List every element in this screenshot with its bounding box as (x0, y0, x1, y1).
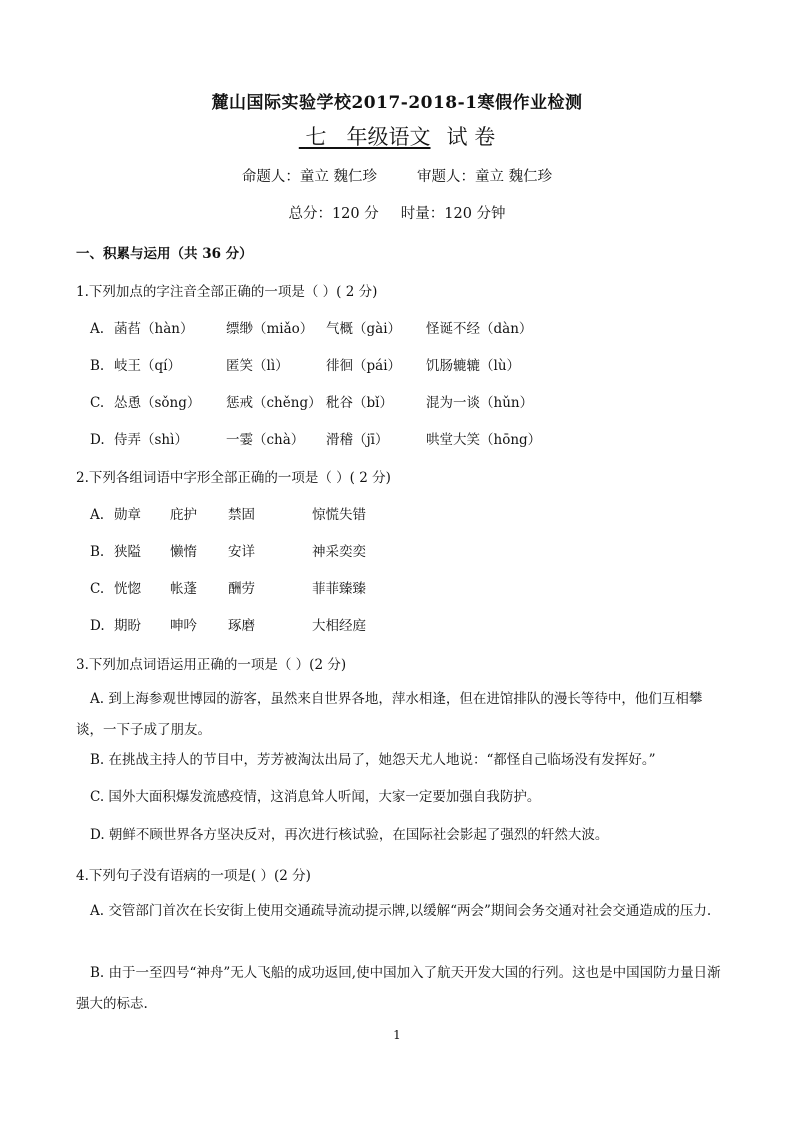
subject-label: 年级语文 (346, 125, 431, 149)
time-limit: 时量：120 分钟 (400, 206, 506, 222)
paper-label: 试 卷 (446, 125, 496, 149)
exam-subtitle (0, 121, 794, 151)
question-1-option-a: A. 菡萏（hàn） 缥缈（miǎo） 气概（gài） 怪诞不经（dàn） (90, 321, 533, 337)
score-line (0, 202, 794, 223)
page-number: 1 (393, 1028, 401, 1042)
question-3-option-d: D. 朝鲜不顾世界各方坚决反对，再次进行核试验，在国际社会影起了强烈的轩然大波。 (90, 827, 609, 843)
total-score: 总分：120 分 (288, 206, 379, 222)
question-2-option-d: D. 期盼 呻吟 琢磨 大相经庭 (90, 618, 366, 634)
exam-title: 麓山国际实验学校2017-2018-1寒假作业检测 (211, 93, 583, 113)
setter: 命题人：童立 魏仁珍 (241, 169, 377, 185)
question-3-option-b: B. 在挑战主持人的节目中，芳芳被淘汰出局了，她怨天尤人地说：“都怪自己临场没有发挥好。” (90, 752, 656, 768)
question-3-option-c: C. 国外大面积爆发流感疫情，这消息耸人听闻，大家一定要加强自我防护。 (90, 789, 541, 805)
question-4-option-b: B. 由于一至四号“神舟”无人飞船的成功返回,使中国加入了航天开发大国的行列。这也是中国国防力量日渐强大的标志. (76, 965, 721, 1012)
question-1-option-d: D. 侍弄（shì） 一霎（chà） 滑稽（jī） 哄堂大笑（hōng） (90, 432, 542, 448)
reviewer: 审题人：童立 魏仁珍 (417, 169, 553, 185)
question-2-option-a: A. 勋章 庇护 禁固 惊慌失错 (90, 507, 366, 523)
question-1-option-b: B. 岐王（qí） 匿笑（lì） 徘徊（pái） 饥肠辘辘（lù） (90, 358, 521, 374)
question-1-stem: 1.下列加点的字注音全部正确的一项是（ ）( 2 分) (76, 284, 378, 300)
question-4-option-a: A. 交管部门首次在长安街上使用交通疏导流动提示牌,以缓解“两会”期间会务交通对社会交通造成的压力. (90, 903, 712, 919)
question-4-stem: 4.下列句子没有语病的一项是( ）(2 分) (76, 868, 311, 884)
question-2-stem: 2.下列各组词语中字形全部正确的一项是（ ）( 2 分) (76, 470, 391, 486)
question-3-option-a: A. 到上海参观世博园的游客，虽然来自世界各地，萍水相逢，但在进馆排队的漫长等待中，他们互相攀谈，一下子成了朋友。 (76, 691, 703, 738)
authors-line (0, 165, 794, 186)
question-3-stem: 3.下列加点词语运用正确的一项是（ ）(2 分) (76, 657, 347, 673)
section-heading: 一、积累与运用（共 36 分） (76, 246, 253, 262)
question-2-option-c: C. 恍惚 帐蓬 酬劳 菲菲臻臻 (90, 581, 366, 597)
grade-blank: 七 (305, 125, 327, 149)
question-1-option-c: C. 怂恿（sǒng） 惩戒（chěng） 秕谷（bǐ） 混为一谈（hǔn） (90, 395, 534, 411)
question-2-option-b: B. 狭隘 懒惰 安详 神采奕奕 (90, 544, 366, 560)
